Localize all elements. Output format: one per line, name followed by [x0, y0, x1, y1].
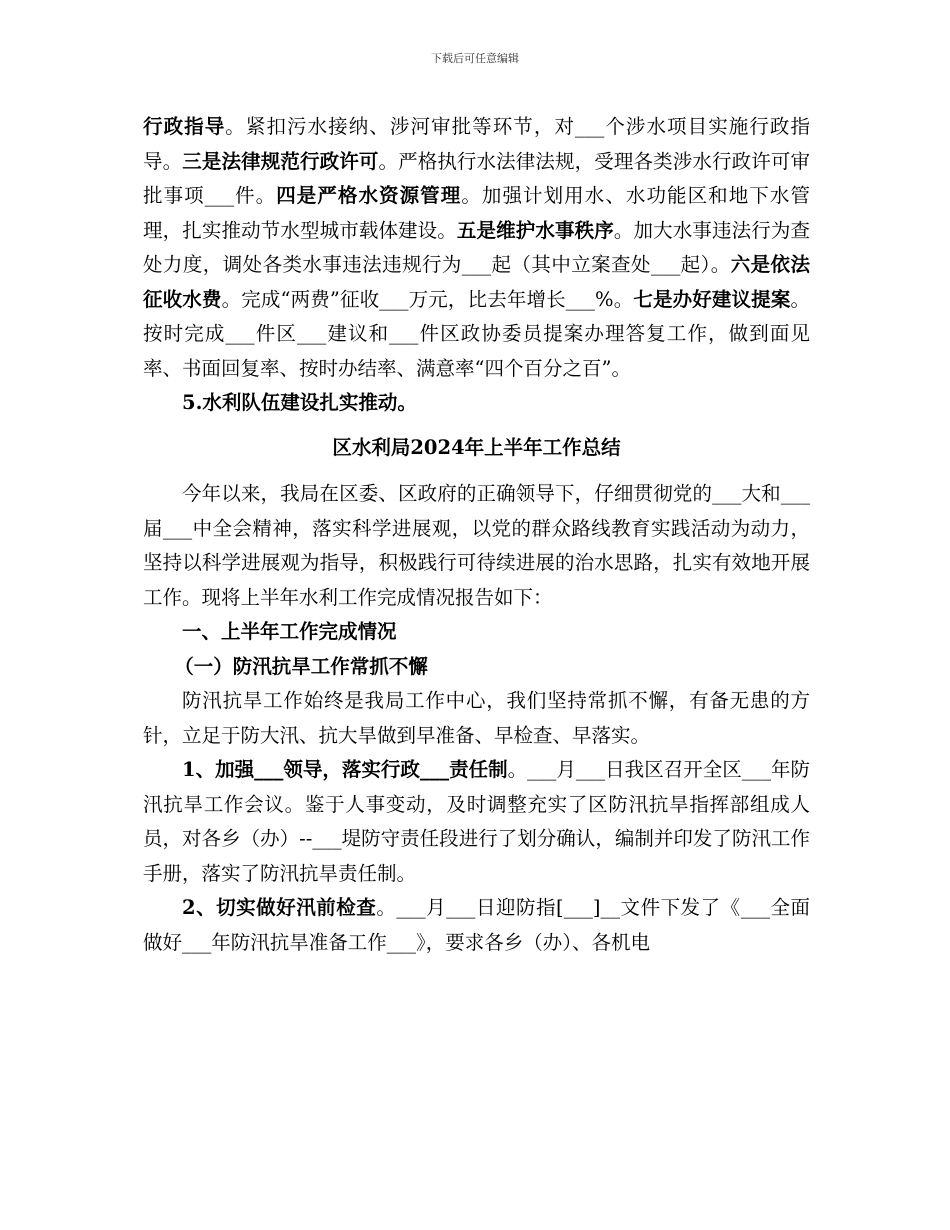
section-heading-team: 5.水利队伍建设扎实推动。	[182, 391, 417, 414]
paragraph-intro: 今年以来，我局在区委、区政府的正确领导下，仔细贯彻党的___大和___届___中全会精神，落实科学进展观，以党的群众路线教育实践活动为动力，坚持以科学进展观为指导，积极践行可待续进展的治水思路，扎实有效地开展工作。现将上半年水利工作完成情况报告如下：	[143, 482, 810, 609]
page-header: 下载后可任意编辑	[431, 52, 519, 65]
section-heading-1-1: （一）防汛抗旱工作常抓不懈	[174, 654, 428, 678]
paragraph-inspection: 2、切实做好汛前检查。___月___日迎防指[___]__文件下发了《___全面做好___年防汛抗旱准备工作___》，要求各乡（办）、各机电	[143, 896, 811, 954]
paragraph-flood-control: 防汛抗旱工作始终是我局工作中心，我们坚持常抓不懈，有备无患的方针，立足于防大汛、抗大旱做到早准备、早检查、早落实。	[143, 689, 810, 747]
document-body	[143, 110, 810, 960]
document-title: 区水利局2024年上半年工作总结	[332, 435, 621, 459]
paragraph-leadership: 1、加强___领导，落实行政___责任制。___月___日我区召开全区___年防汛抗旱工作会议。鉴于人事变动，及时调整充实了区防汛抗旱指挥部组成人员，对各乡（办）--___堤防守责任段进行了划分确认，编制并印发了防汛工作手册，落实了防汛抗旱责任制。	[143, 758, 810, 885]
paragraph-law-enforcement: 行政指导。紧扣污水接纳、涉河审批等环节，对___个涉水项目实施行政指导。三是法律规范行政许可。严格执行水法律法规，受理各类涉水行政许可审批事项___件。四是严格水资源管理。加强计划用水、水功能区和地下水管理，扎实推动节水型城市载体建设。五是维护水事秩序。加大水事违法行为查处力度，调处各类水事违法违规行为___起（其中立案查处___起）。六是依法征收水费。完成“两费”征收___万元，比去年增长___%。七是办好建议提案。按时完成___件区___建议和___件区政协委员提案办理答复工作，做到面见率、书面回复率、按时办结率、满意率“四个百分之百”。	[143, 115, 810, 380]
section-heading-1: 一、上半年工作完成情况	[182, 620, 397, 643]
